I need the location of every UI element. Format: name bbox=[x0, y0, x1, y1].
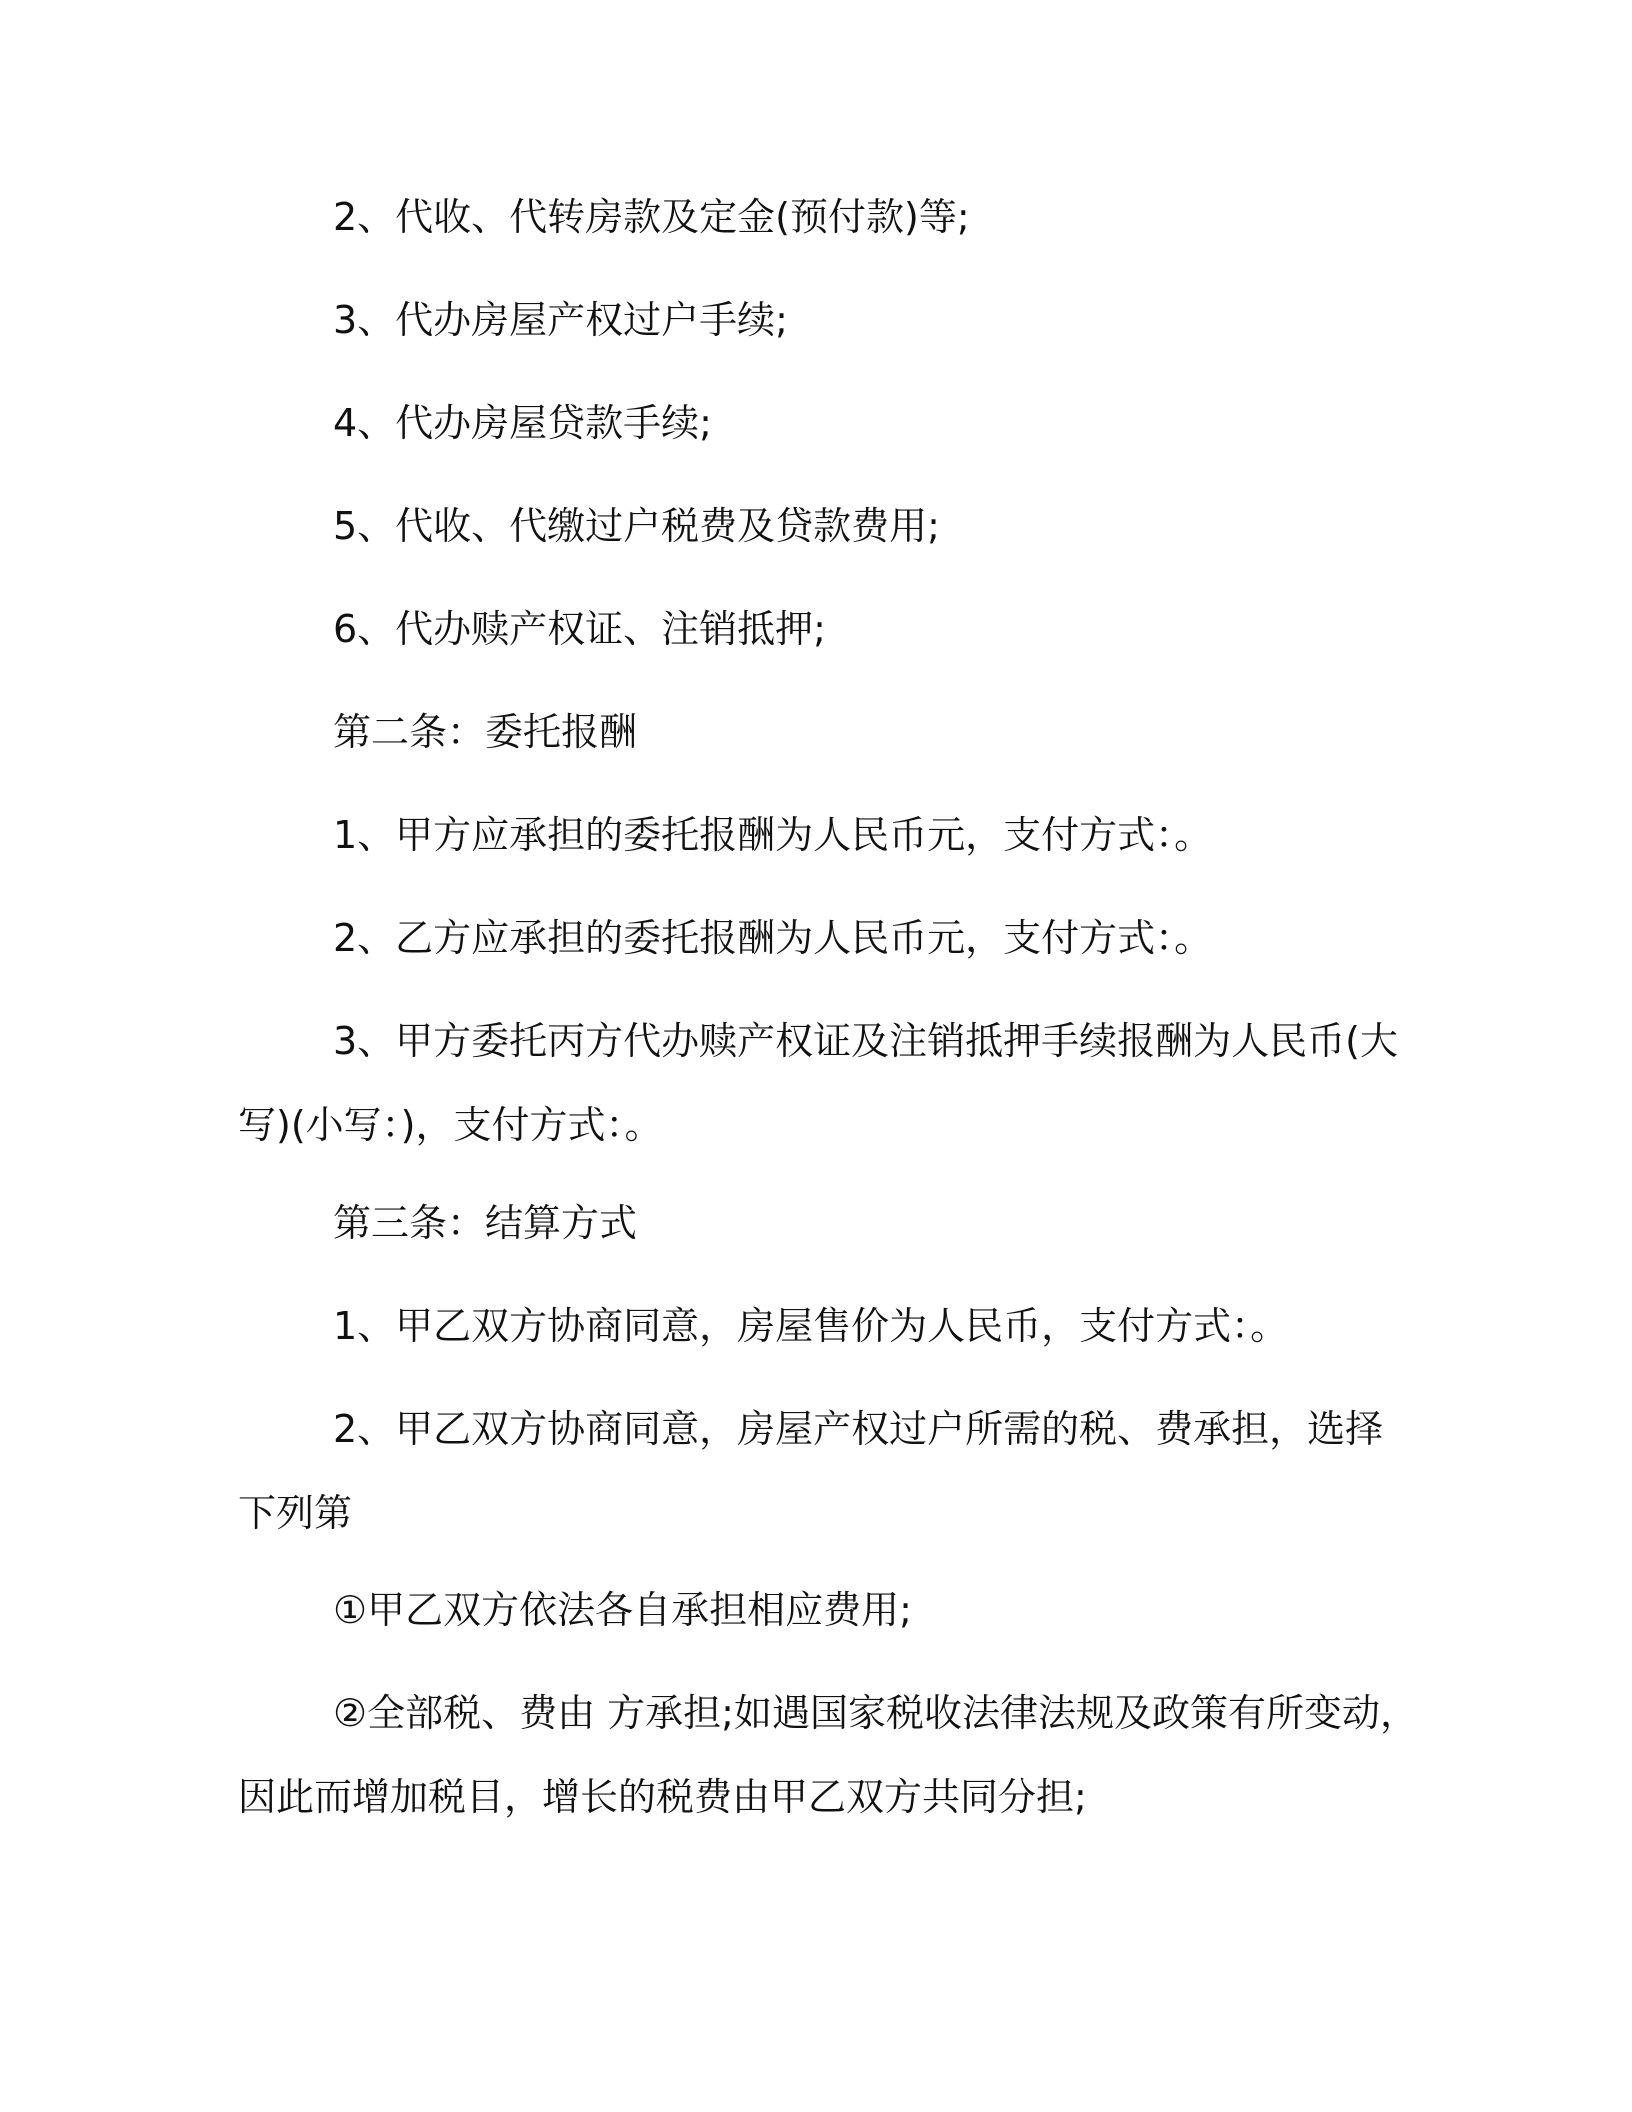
option-1: ①甲乙双方依法各自承担相应费用; bbox=[333, 1588, 912, 1632]
section-heading-article-3: 第三条：结算方式 bbox=[333, 1201, 638, 1245]
list-item-6: 6、代办赎产权证、注销抵押; bbox=[333, 607, 826, 651]
article-2-item-3: 3、甲方委托丙方代办赎产权证及注销抵押手续报酬为人民币(大 bbox=[333, 1019, 1399, 1063]
list-item-4: 4、代办房屋贷款手续; bbox=[333, 401, 712, 445]
article-3-item-2-continued: 下列第 bbox=[238, 1491, 353, 1535]
article-2-item-1: 1、甲方应承担的委托报酬为人民币元，支付方式：。 bbox=[333, 813, 1213, 857]
option-2: ②全部税、费由 方承担;如遇国家税收法律法规及政策有所变动， bbox=[333, 1691, 1418, 1735]
article-3-item-1: 1、甲乙双方协商同意，房屋售价为人民币，支付方式：。 bbox=[333, 1304, 1289, 1348]
option-2-continued: 因此而增加税目，增长的税费由甲乙双方共同分担; bbox=[238, 1775, 1087, 1819]
section-heading-article-2: 第二条：委托报酬 bbox=[333, 710, 638, 754]
article-2-item-2: 2、乙方应承担的委托报酬为人民币元，支付方式：。 bbox=[333, 916, 1213, 960]
list-item-2: 2、代收、代转房款及定金(预付款)等; bbox=[333, 195, 970, 239]
article-2-item-3-continued: 写)(小写：)，支付方式：。 bbox=[238, 1103, 663, 1147]
list-item-3: 3、代办房屋产权过户手续; bbox=[333, 298, 788, 342]
list-item-5: 5、代收、代缴过户税费及贷款费用; bbox=[333, 504, 940, 548]
article-3-item-2: 2、甲乙双方协商同意，房屋产权过户所需的税、费承担，选择 bbox=[333, 1407, 1384, 1451]
